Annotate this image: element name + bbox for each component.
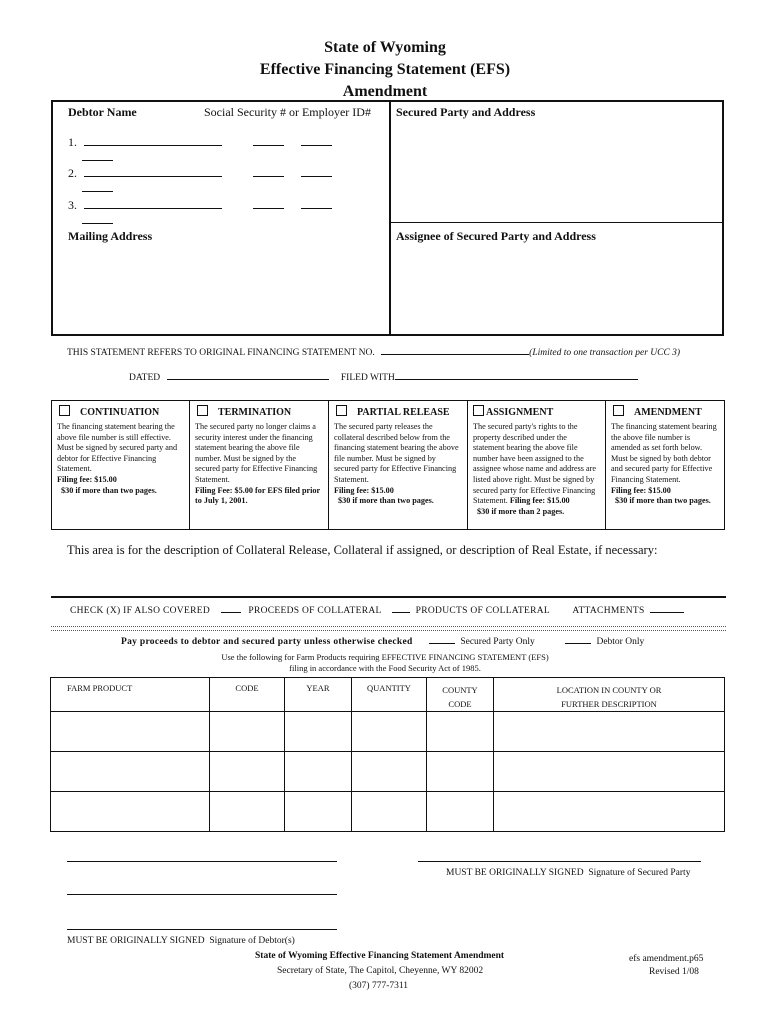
secured-only-label: Secured Party Only: [460, 637, 535, 647]
footer-title: State of Wyoming Effective Financing Statement Amendment: [255, 951, 505, 961]
debtor-signature-line-1[interactable]: [67, 861, 337, 862]
option-title: AMENDMENT: [634, 407, 702, 418]
debtor-only-line[interactable]: [565, 643, 591, 644]
secured-only-line[interactable]: [429, 643, 455, 644]
debtor-row-1[interactable]: [68, 135, 378, 165]
debtor-row-2[interactable]: [68, 166, 378, 196]
footer-revised: Revised 1/08: [649, 967, 699, 977]
option-extra-fee: $30 if more than two pages.: [615, 496, 711, 506]
column-header-farm-product: FARM PRODUCT: [51, 678, 210, 712]
table-header-row: [51, 678, 725, 712]
proceeds-instruction-line: [121, 637, 644, 647]
option-description: The secured party's rights to the property described under the statement bearing the above file number have been assigned to the assignee whose name and address are listed above right. Must be signed by secured party for Effective Financing Statement. Filing fee: $15.00 $30 if more than 2 pages.: [473, 422, 596, 516]
debtor-secured-box: [51, 100, 724, 336]
farm-products-table: [50, 677, 725, 832]
check-label: CHECK (X) IF ALSO COVERED: [70, 606, 210, 616]
column-header-year: YEAR: [285, 678, 352, 712]
option-assignment[interactable]: [467, 400, 606, 530]
products-checkbox-line[interactable]: [392, 612, 410, 613]
proceeds-instruction: Pay proceeds to debtor and secured party unless otherwise checked: [121, 637, 413, 647]
checkbox-icon[interactable]: [473, 405, 484, 416]
option-amendment[interactable]: [605, 400, 725, 530]
debtor-signature-line-3[interactable]: [67, 929, 337, 930]
checkbox-icon[interactable]: [336, 405, 347, 416]
ssn-label: Social Security # or Employer ID#: [204, 105, 371, 119]
filed-with-label: FILED WITH: [340, 373, 395, 383]
option-fee: Filing fee: $15.00: [57, 474, 117, 484]
table-row[interactable]: [51, 712, 725, 752]
debtor-name-label: Debtor Name: [68, 105, 137, 119]
collateral-area-label: This area is for the description of Collateral Release, Collateral if assigned, or description of Real Estate, if necessary:: [67, 543, 658, 557]
option-extra-fee: $30 if more than two pages.: [61, 485, 157, 495]
divider: [51, 596, 726, 598]
products-label: PRODUCTS OF COLLATERAL: [415, 606, 550, 616]
debtor-row-number: 1.: [68, 135, 77, 149]
option-title: ASSIGNMENT: [486, 407, 554, 418]
debtor-row-3[interactable]: [68, 198, 378, 228]
option-continuation[interactable]: [51, 400, 190, 530]
checkbox-icon[interactable]: [59, 405, 70, 416]
debtor-row-number: 2.: [68, 166, 77, 180]
option-termination[interactable]: [189, 400, 329, 530]
secured-party-signature-caption: MUST BE ORIGINALLY SIGNED Signature of Secured Party: [446, 868, 691, 878]
ucc-limit-note: (Limited to one transaction per UCC 3): [529, 348, 681, 358]
option-description: The financing statement bearing the above file number is amended as set forth below. Must be signed by both debtor and secured party for Effective Financing Statement. Filing fee: $15.00 $30 if more than two pages.: [611, 422, 717, 506]
option-title: CONTINUATION: [80, 407, 160, 418]
assignee-label: Assignee of Secured Party and Address: [396, 229, 596, 243]
double-divider: [51, 626, 726, 631]
option-fee: Filing Fee: $5.00 for EFS filed prior to July 1, 2001.: [195, 485, 320, 506]
debtor-signature-line-2[interactable]: [67, 894, 337, 895]
footer-address: Secretary of State, The Capitol, Cheyenne, WY 82002: [277, 966, 484, 976]
checkbox-icon[interactable]: [613, 405, 624, 416]
option-partial-release[interactable]: [328, 400, 468, 530]
column-header-location: LOCATION IN COUNTY OR FURTHER DESCRIPTION: [494, 678, 725, 712]
dated-label: DATED: [129, 373, 161, 383]
attachments-label: ATTACHMENTS: [572, 606, 645, 616]
proceeds-checkbox-line[interactable]: [221, 612, 241, 613]
option-fee: Filing fee: $15.00: [509, 496, 570, 506]
original-statement-label: THIS STATEMENT REFERS TO ORIGINAL FINANCING STATEMENT NO.: [67, 348, 375, 358]
debtor-signature-caption: MUST BE ORIGINALLY SIGNED Signature of Debtor(s): [67, 936, 295, 946]
option-fee: Filing fee: $15.00: [334, 485, 394, 495]
option-description: The secured party releases the collateral described below from the financing statement bearing the above file number. Must be signed by secured party for Effective Financing Statement. Filing fee: $15.00 $30 if more than two pages.: [334, 422, 459, 506]
option-extra-fee: $30 if more than two pages.: [338, 496, 434, 506]
debtor-only-label: Debtor Only: [596, 637, 645, 647]
option-fee: Filing fee: $15.00: [611, 485, 671, 495]
column-header-county-code: COUNTY CODE: [427, 678, 494, 712]
footer-phone: (307) 777-7311: [349, 981, 409, 991]
checkbox-icon[interactable]: [197, 405, 208, 416]
table-row[interactable]: [51, 792, 725, 832]
proceeds-label: PROCEEDS OF COLLATERAL: [248, 606, 382, 616]
table-row[interactable]: [51, 752, 725, 792]
debtor-row-number: 3.: [68, 198, 77, 212]
secured-party-signature-line[interactable]: [418, 861, 701, 862]
option-title: TERMINATION: [218, 407, 292, 418]
option-description: The financing statement bearing the above file number is still effective. Must be signed by secured party and debtor for Effective Financing Statement. Filing fee: $15.00 $30 if more than two pages.: [57, 422, 178, 495]
form-title-line1: State of Wyoming: [324, 39, 446, 56]
assignee-divider: [389, 222, 722, 223]
footer-file-name: efs amendment.p65: [629, 954, 704, 964]
secured-party-label: Secured Party and Address: [396, 105, 536, 119]
column-header-quantity: QUANTITY: [352, 678, 427, 712]
farm-note-line2: filing in accordance with the Food Security Act of 1985.: [289, 663, 481, 673]
farm-note-line1: Use the following for Farm Products requiring EFFECTIVE FINANCING STATEMENT (EFS): [221, 652, 549, 662]
option-extra-fee: $30 if more than 2 pages.: [477, 506, 565, 516]
attachments-line[interactable]: [650, 612, 684, 613]
dated-line[interactable]: [129, 373, 638, 383]
option-description: The secured party no longer claims a security interest under the financing statement bearing the above file number. Must be signed by the secured party for Effective Financing Statement. Filing Fee: $5.00 for EFS filed prior to July 1, 2001.: [195, 422, 320, 506]
also-covered-line: [70, 606, 684, 616]
secured-party-divider: [389, 102, 391, 334]
original-statement-line[interactable]: [67, 348, 680, 358]
form-title-line2: Effective Financing Statement (EFS): [259, 61, 511, 78]
form-title-line3: Amendment: [342, 83, 428, 100]
collateral-description-area[interactable]: [51, 560, 726, 596]
option-title: PARTIAL RELEASE: [357, 407, 450, 418]
mailing-address-label: Mailing Address: [68, 229, 153, 243]
column-header-code: CODE: [210, 678, 285, 712]
